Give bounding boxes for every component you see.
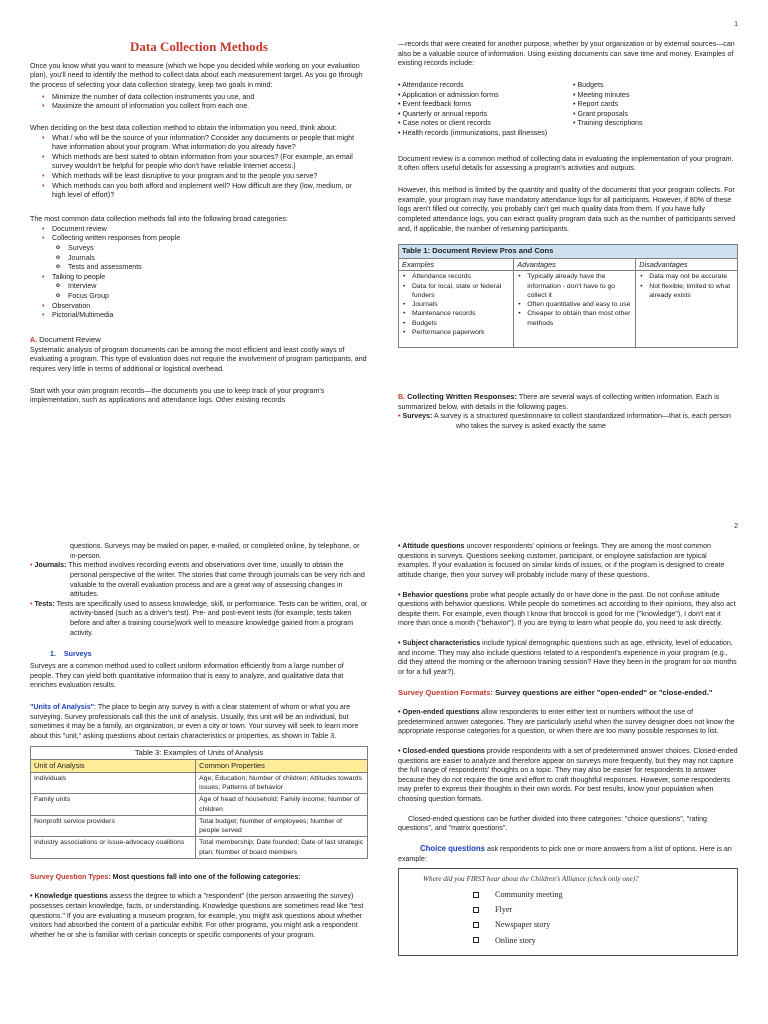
table-header: Unit of Analysis	[31, 759, 196, 772]
table-title: Table 1: Document Review Pros and Cons	[399, 245, 738, 258]
choice-label: Choice questions	[420, 844, 485, 854]
table-row: Nonprofit service providers Total budget; Number of employees; Number of people served	[31, 815, 368, 836]
page-2-right-column	[398, 542, 738, 1020]
subcategory-item: o Focus Group	[30, 292, 368, 302]
tests-bullet: • Tests: Tests are specifically used to assess knowledge, skill, or performance. Tests can be written, oral, or activity-based (such as a driver's test). Pre- and post-event tests (for example, tests taken before and after a training course)work well to measure knowledge gained from a program activity.	[30, 599, 368, 637]
page-number: 2	[734, 523, 738, 530]
table-header: Examples	[399, 258, 514, 271]
records-intro: —records that were created for another purpose, whether by your organization or by external sources—can also be a valuable source of information. Using existing documents can save time and money. Examples of existing records include:	[398, 40, 735, 68]
consideration-item: • Which methods are best suited to obtain information from your sources? (For example, an email survey wouldn't be helpful for people who don't have reliable Internet access.)	[30, 153, 360, 172]
choice-questions-paragraph: Choice questions ask respondents to pick one or more answers from a list of options. Here is an example:	[398, 844, 732, 863]
section-a-paragraph: Start with your own program records—the documents you use to keep track of your program's implementation, such as applications and attendance logs. Other existing records	[30, 386, 325, 405]
page-number: 1	[734, 21, 738, 28]
question-types-heading: Survey Question Types: Most questions fall into one of the following categories:	[30, 872, 301, 881]
goals-list	[30, 93, 368, 112]
section-letter: B.	[398, 393, 406, 402]
category-item: • Talking to people	[30, 273, 368, 283]
list-item: • Not flexible; limited to what already exists	[639, 282, 734, 300]
record-item: • Health records (immunizations, past illnesses)	[398, 129, 548, 138]
goal-item: • Maximize the amount of information you collect from each one.	[30, 102, 368, 112]
record-item: • Attendance records	[398, 80, 464, 89]
section-a-heading	[30, 335, 368, 346]
list-item: • Budgets	[402, 319, 510, 328]
document-title: Data Collection Methods	[130, 39, 268, 54]
journals-text: This method involves recording events and observations over time, usually to obtain the personal perspective of the writer. The stories that come through journals can be very rich and valuable to the overall evaluation process and are a great way of assessing changes in attitudes.	[66, 561, 365, 599]
closed-ended-label: Closed-ended questions	[402, 746, 485, 755]
example-option-label: Newspaper story	[495, 920, 551, 930]
section-a-paragraph: Systematic analysis of program documents can be among the most efficient and least costly ways of evaluating a program. This type of evaluation does not require the involvement of program participants, and requires very little in terms of additional or logistical overhead.	[30, 345, 367, 373]
consideration-item: • Which methods will be least disruptive to your program and to the people you serve?	[30, 172, 360, 182]
section-b-paragraph	[398, 392, 738, 412]
attitude-label: Attitude questions	[402, 542, 465, 550]
record-item: • Application or admission forms	[398, 90, 499, 99]
example-option	[473, 904, 727, 915]
subcategory-item: o Journals	[30, 254, 368, 264]
list-item: • Maintenance records	[402, 309, 510, 318]
example-option	[473, 889, 727, 900]
tests-label: Tests:	[34, 599, 55, 608]
record-item: • Training descriptions	[573, 119, 643, 128]
document-review-table	[398, 244, 738, 348]
list-item: • Journals	[402, 300, 510, 309]
closed-ended-divided: Closed-ended questions can be further divided into three categories: "choice questions", "rating questions", and "matrix questions".	[398, 814, 707, 833]
subject-characteristics-paragraph: • Subject characteristics include typical demographic questions such as age, ethnicity, level of education, and income. They may also include questions related to a respondent's experience in your program (e.g., did they attend the morning or the afternoon training session? Have they been in the program for six months or for a full year?).	[398, 639, 737, 677]
consideration-item: • Which methods can you both afford and implement well? How difficult are they (low, medium, or high level of effort)?	[30, 182, 360, 201]
record-item: • Meeting minutes	[573, 90, 630, 99]
document-review-paragraph: However, this method is limited by the quantity and quality of the documents that your program collects. For example, your program may have mandatory attendance logs for all participants. However, if 80% of these logs aren't filled out correctly, you probably can't get much quality data from them. If you have fully completed attendance logs, you can extract quality program data such as the number of participants served and, if applicable, the number of returning participants.	[398, 186, 736, 233]
categories-intro: The most common data collection methods fall into the following broad categories:	[30, 215, 288, 223]
surveys-label: Surveys:	[402, 412, 433, 421]
knowledge-label: Knowledge questions	[34, 892, 108, 901]
list-item: • Data for local, state or federal funders	[402, 282, 510, 300]
surveys-continued: questions. Surveys may be mailed on paper, e-mailed, or completed online, by telephone, or in-person.	[70, 542, 360, 560]
checkbox-icon[interactable]	[473, 892, 479, 898]
disadvantages-list	[639, 272, 734, 300]
category-item: • Document review	[30, 225, 368, 235]
example-option	[473, 935, 727, 946]
page-1-right-column	[398, 40, 738, 508]
record-item: • Budgets	[573, 80, 604, 89]
table-header: Disadvantages	[636, 258, 738, 271]
record-item: • Case notes or client records	[398, 119, 491, 128]
checkbox-icon[interactable]	[473, 937, 479, 943]
choice-question-example	[398, 868, 738, 956]
journals-label: Journals:	[34, 561, 67, 570]
list-item: • Often quantitative and easy to use	[517, 300, 632, 309]
goal-item: • Minimize the number of data collection instruments you use, and	[30, 93, 368, 103]
list-item: • Typically already have the information - don't have to go collect it	[517, 272, 632, 300]
behavior-questions-paragraph: • Behavior questions probe what people actually do or have done in the past. Do not confuse attitude questions with behavior questions. While people do sometimes act according to their opinions, they also act despite them. For example, even though I know that broccoli is good for me ("knowledge"), I don't eat it more than once a month ("behavior"). If you are trying to learn what people do, you need to ask directly.	[398, 590, 736, 628]
section-b-text: There are several ways of collecting written information. Each is summarized below, with details in the following pages.	[398, 393, 720, 411]
surveys-text: A survey is a structured questionnaire to collect standardized information—that is, each person who takes the survey is asked exactly the same	[432, 412, 731, 431]
behavior-label: Behavior questions	[402, 590, 469, 599]
section-title: Document Review	[39, 335, 101, 345]
category-item: • Pictorial/Multimedia	[30, 311, 368, 321]
list-item: • Performance paperwork	[402, 328, 510, 337]
considerations-list	[30, 134, 368, 201]
tests-text: Tests are specifically used to assess knowledge, skill, or performance. Tests can be written, oral, or activity-based (such as a driver's test). Pre- and post-event tests (for example, tests taken before and after a training course)work well to measure knowledge gained from a program activity.	[54, 599, 368, 637]
example-option-label: Online story	[495, 935, 536, 945]
subcategory-item: o Surveys	[30, 244, 368, 254]
record-item: • Report cards	[573, 100, 619, 109]
document-page-2	[0, 512, 768, 1024]
closed-ended-paragraph: • Closed-ended questions provide respondents with a set of predetermined answer choices. Closed-ended questions are easier to analyze and therefore appear on surveys more frequently, but they may not capture the full range of respondents' thoughts on a topic. They may also be easier for respondents to answer because they do not require the time and effort to craft thoughtful responses. However, some respondents may prefer to express their thoughts in their own words. For best results, know your population when choosing question formats.	[398, 746, 738, 804]
deciding-intro: When deciding on the best data collection method to obtain the information you need, think about:	[30, 123, 337, 132]
examples-list	[402, 272, 510, 337]
list-item: • Data may not be accurate	[639, 272, 734, 281]
consideration-item: • What / who will be the source of your information? Consider any documents or people that might have information about your program. What information do you already have?	[30, 134, 360, 153]
checkbox-icon[interactable]	[473, 922, 479, 928]
advantages-list	[517, 272, 632, 327]
page-1-left-column	[30, 36, 368, 506]
table-row: Individuals Age; Education; Number of children; Attitudes towards issues; Patterns of behavior	[31, 772, 368, 793]
subcategory-item: o Interview	[30, 282, 368, 292]
knowledge-questions-paragraph: • Knowledge questions assess the degree to which a "respondent" (the person answering the survey) possesses certain knowledge, facts, or understanding. Knowledge questions are sometimes read like "test questions." If you are evaluating a museum program, for example, you might ask questions about whether visitors had absorbed the content of a particular exhibit. For other programs, you might ask a respondent whether he or she is familiar with certain concepts or specific components of your program.	[30, 892, 364, 939]
open-ended-label: Open-ended questions	[402, 708, 480, 716]
document-review-paragraph: Document review is a common method of collecting data in evaluating the implementation of your program. It often offers useful details for assessing a program's activities and outputs.	[398, 154, 734, 173]
record-item: • Event feedback forms	[398, 100, 472, 109]
example-question: Where did you FIRST hear about the Children's Alliance (check only one)?	[423, 875, 639, 884]
list-item: • Attendance records	[402, 272, 510, 281]
units-paragraph: "Units of Analysis": The place to begin any survey is with a clear statement of whom or what you are surveying. Survey professionals call this the unit of analysis. Usually, this unit will be an individual, but sometimes it may be a family, an organization, or even a city or town. Your survey will seek to learn more about this "unit," asking questions about certain characteristics or properties, as shown in Table 3.	[30, 702, 359, 740]
journals-bullet: • Journals: This method involves recording events and observations over time, usually to obtain the personal perspective of the writer. The stories that come through journals can be very rich and valuable to the overall evaluation process and are a great way of assessing changes in attitudes.	[30, 561, 365, 599]
categories-list	[30, 225, 368, 321]
surveys-paragraph: Surveys are a common method used to collect uniform information efficiently from a large number of people. They can yield both quantitative information that is easy to analyze, and qualitative data that enriches evaluation results.	[30, 662, 344, 690]
table-header: Common Properties	[196, 759, 368, 772]
surveys-heading: 1. Surveys	[50, 650, 92, 659]
section-letter: A.	[30, 336, 38, 345]
example-option	[473, 919, 727, 930]
open-ended-paragraph: • Open-ended questions allow respondents to enter either text or numbers without the use of predetermined answer categories. They are particularly useful when the survey designer does not know the appropriate response categories for a question, or when there are too many possible responses to list.	[398, 708, 735, 736]
table-title: Table 3: Examples of Units of Analysis	[31, 746, 368, 759]
attitude-questions-paragraph: • Attitude questions uncover respondents' opinions or feelings. They are among the most common questions in surveys. Questions seeking customer, participant, or employee satisfaction are typical examples. If your evaluation is focused on similar kinds of issues, or if the program is designed to create attitude change, then your survey will probably include many of these questions.	[398, 542, 725, 579]
subcategory-item: o Tests and assessments	[30, 263, 368, 273]
intro-paragraph: Once you know what you want to measure (which we hope you decided while working on your evaluation plan), you'll need to identify the method to collect data about each measurement target. As you go through the process of selecting your data collection strategy, keep two goals in mind:	[30, 61, 363, 89]
checkbox-icon[interactable]	[473, 907, 479, 913]
subject-label: Subject characteristics	[402, 639, 481, 648]
section-title: Collecting Written Responses:	[407, 392, 518, 402]
surveys-bullet: • Surveys: A survey is a structured questionnaire to collect standardized information—that is, each person who takes the survey is asked exactly the same	[398, 412, 731, 431]
category-item: • Observation	[30, 302, 368, 312]
list-item: • Cheaper to obtain than most other methods	[517, 309, 632, 327]
table-row: Industry associations or issue-advocacy coalitions Total membership; Date founded; Date of last strategic plan; Number of board members	[31, 837, 368, 858]
table-header: Advantages	[514, 258, 636, 271]
records-list	[398, 81, 738, 139]
example-option-label: Flyer	[495, 905, 513, 915]
category-item: • Collecting written responses from people	[30, 234, 368, 244]
units-of-analysis-table	[30, 746, 368, 859]
question-formats-heading: Survey Question Formats: Survey questions are either "open-ended" or "close-ended."	[398, 687, 713, 697]
record-item: • Quarterly or annual reports	[398, 109, 488, 118]
units-label: "Units of Analysis"	[30, 702, 95, 711]
page-2-left-column	[30, 542, 368, 1020]
record-item: • Grant proposals	[573, 109, 628, 118]
example-option-label: Community meeting	[495, 890, 563, 900]
table-row: Family units Age of head of household; Family income; Number of children	[31, 794, 368, 815]
